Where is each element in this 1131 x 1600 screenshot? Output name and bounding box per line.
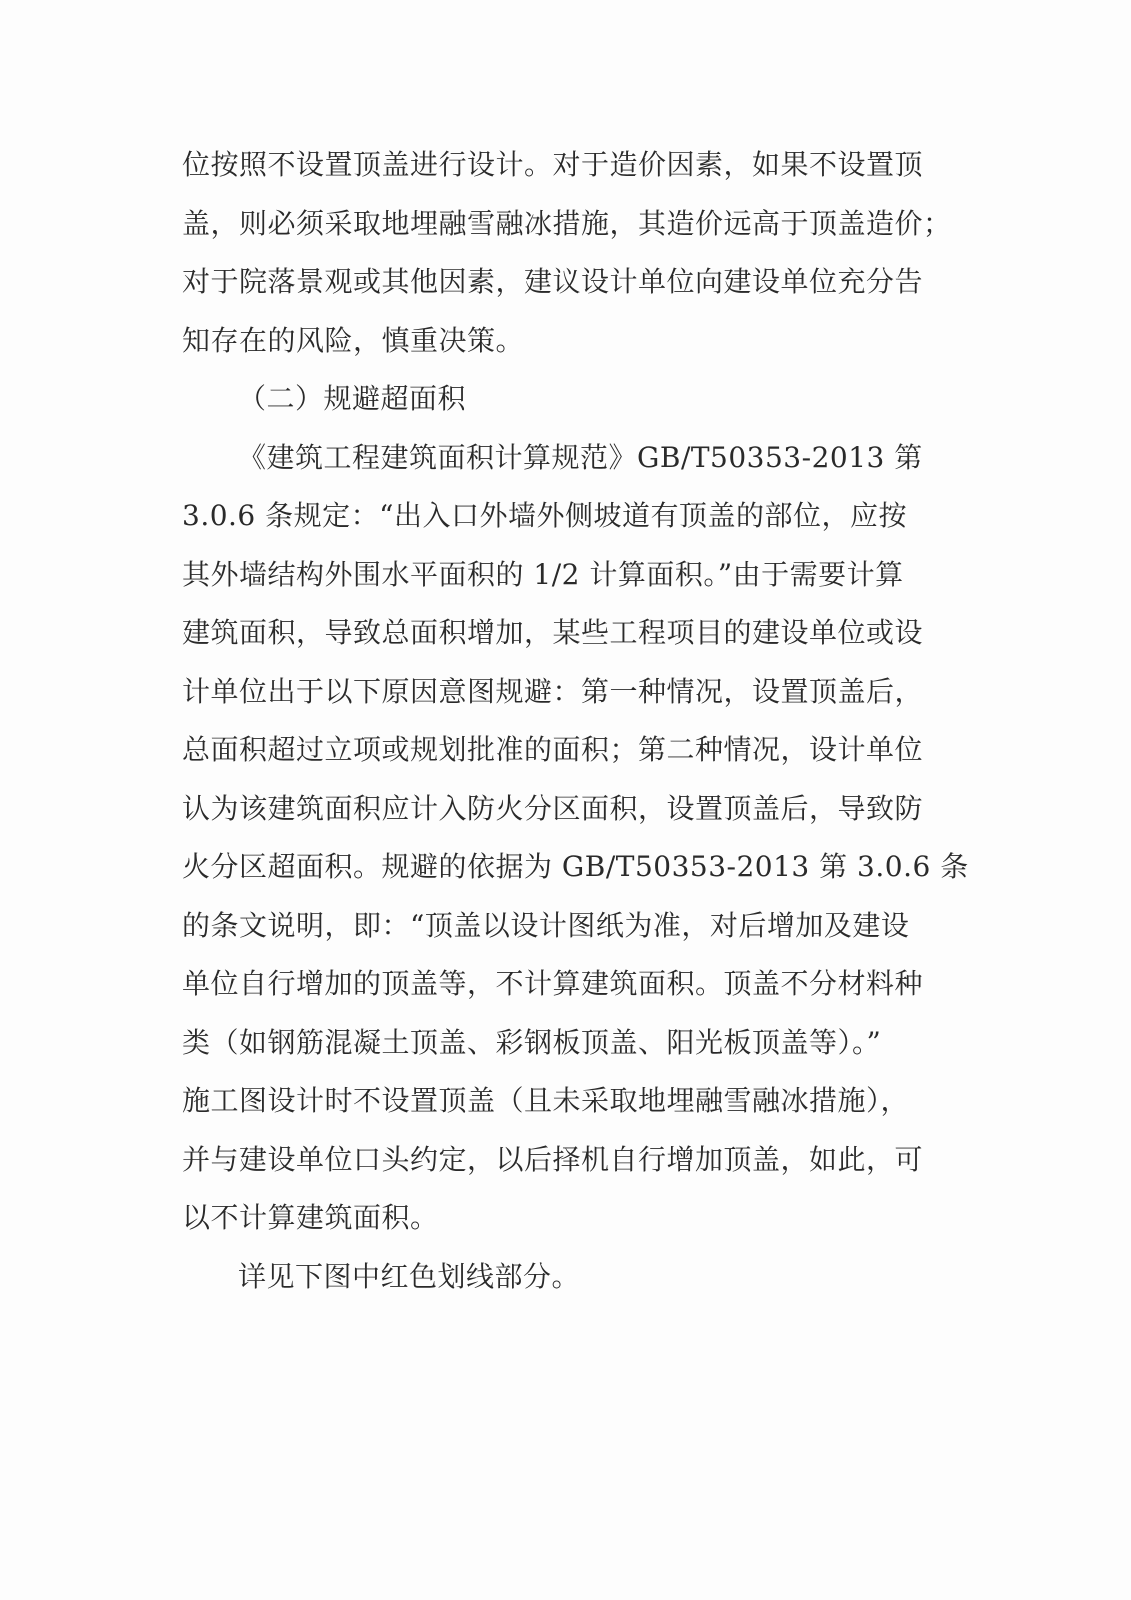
paragraph-avoid-area [182, 429, 969, 1248]
text-line: 施工图设计时不设置顶盖（且未采取地埋融雪融冰措施）， [182, 1084, 910, 1117]
body-text [182, 136, 969, 1306]
text-line: 建筑面积，导致总面积增加，某些工程项目的建设单位或设 [182, 616, 924, 649]
text-line: 并与建设单位口头约定，以后择机自行增加顶盖，如此，可 [182, 1142, 924, 1176]
text-line: 火分区超面积。规避的依据为 GB/T50353-2013 第 3.0.6 条 [182, 850, 969, 883]
text-line: 以不计算建筑面积。 [182, 1201, 439, 1234]
text-line: 类（如钢筋混凝土顶盖、彩钢板顶盖、阳光板顶盖等）。” [182, 1025, 882, 1059]
text-line: 计单位出于以下原因意图规避：第一种情况，设置顶盖后， [182, 674, 924, 708]
text-line: 认为该建筑面积应计入防火分区面积，设置顶盖后，导致防 [182, 791, 924, 825]
text-line: 对于院落景观或其他因素，建议设计单位向建设单位充分告 [182, 265, 924, 298]
paragraph-cost-factors [182, 136, 957, 370]
text-line: 总面积超过立项或规划批准的面积；第二种情况，设计单位 [182, 733, 924, 766]
paragraph-see-figure: 详见下图中红色划线部分。 [238, 1259, 581, 1293]
text-line: 单位自行增加的顶盖等，不计算建筑面积。顶盖不分材料种 [182, 967, 924, 1000]
text-line: 位按照不设置顶盖进行设计。对于造价因素，如果不设置顶 [182, 148, 924, 181]
text-line: 的条文说明，即：“顶盖以设计图纸为准，对后增加及建设 [182, 908, 910, 942]
text-line: 其外墙结构外围水平面积的 1/2 计算面积。”由于需要计算 [182, 557, 904, 591]
text-line: 知存在的风险，慎重决策。 [182, 323, 525, 357]
text-line: 《建筑工程建筑面积计算规范》GB/T50353-2013 第 [238, 440, 923, 474]
text-line: 3.0.6 条规定：“出入口外墙外侧坡道有顶盖的部位，应按 [182, 499, 907, 532]
section-heading: （二）规避超面积 [238, 382, 467, 415]
text-line: 盖，则必须采取地埋融雪融冰措施，其造价远高于顶盖造价； [182, 206, 952, 240]
